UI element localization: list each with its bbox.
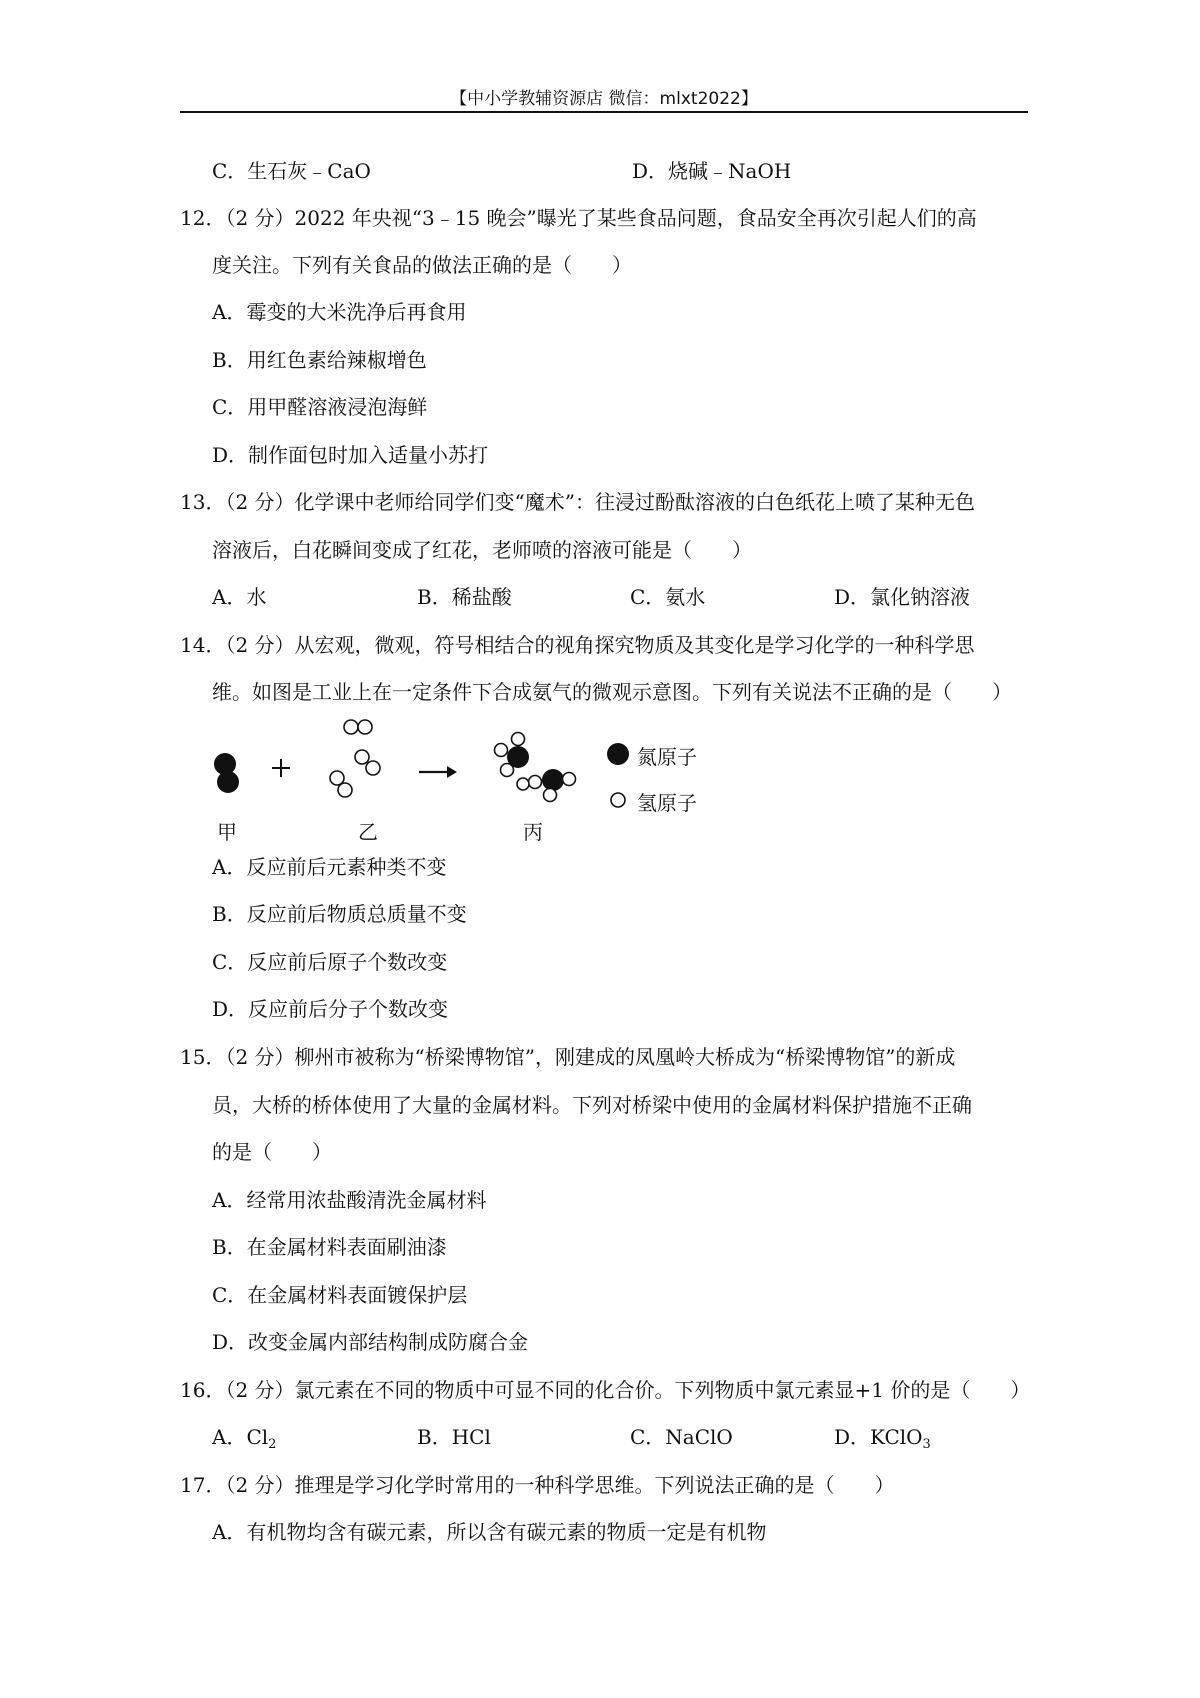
- q16-option-b: B．HCl: [417, 1425, 491, 1449]
- q13-option-c: C．氨水: [630, 585, 706, 609]
- q13-option-b: B．稀盐酸: [417, 585, 512, 609]
- legend-hydrogen-label: 氢原子: [637, 791, 697, 815]
- legend-hydrogen-icon: [611, 793, 625, 807]
- label-yi: 乙: [358, 820, 378, 844]
- q11-option-c: C．生石灰﹣CaO: [212, 159, 371, 183]
- q16-option-a: A．$Cl_2$: [212, 1425, 277, 1452]
- q12-option-d: D．制作面包时加入适量小苏打: [212, 443, 489, 467]
- q12-stem-line1: 12．（2 分）2022 年央视“3﹣15 晚会”曝光了某些食品问题，食品安全再次引起人们的高: [180, 206, 977, 230]
- reaction-arrow: [419, 766, 457, 778]
- hydrogen-molecules-yi: [330, 720, 380, 797]
- q15-stem-line1: 15．（2 分）柳州市被称为“桥梁博物馆”，刚建成的凤凰岭大桥成为“桥梁博物馆”的新成: [180, 1045, 956, 1069]
- plus-sign: [272, 759, 290, 777]
- q13-option-a: A．水: [212, 585, 267, 609]
- q15-stem-line2: 员，大桥的桥体使用了大量的金属材料。下列对桥梁中使用的金属材料保护措施不正确: [212, 1093, 972, 1117]
- q15-option-c: C．在金属材料表面镀保护层: [212, 1283, 468, 1307]
- q16-option-d: D．KClO$_3$: [834, 1425, 931, 1452]
- q14-option-a: A．反应前后元素种类不变: [212, 855, 447, 879]
- q15-option-a: A．经常用浓盐酸清洗金属材料: [212, 1188, 487, 1212]
- q11-option-d: D．烧碱﹣NaOH: [632, 159, 792, 183]
- nitrogen-molecule-jia: [214, 753, 239, 793]
- legend-nitrogen-icon: [607, 743, 629, 765]
- q12-stem-line2: 度关注。下列有关食品的做法正确的是（ ）: [212, 253, 632, 277]
- ammonia-synthesis-diagram: [205, 712, 725, 848]
- q12-option-c: C．用甲醛溶液浸泡海鲜: [212, 395, 428, 419]
- q13-stem-line1: 13．（2 分）化学课中老师给同学们变“魔术”：往浸过酚酞溶液的白色纸花上喷了某种无色: [180, 490, 975, 514]
- q17-stem-line1: 17．（2 分）推理是学习化学时常用的一种科学思维。下列说法正确的是（ ）: [180, 1473, 895, 1497]
- q16-option-c: C．NaClO: [630, 1425, 733, 1449]
- q12-option-b: B．用红色素给辣椒增色: [212, 348, 427, 372]
- q16-stem-line1: 16．（2 分）氯元素在不同的物质中可显不同的化合价。下列物质中氯元素显+1 价的是（ ）: [180, 1378, 1031, 1402]
- q14-option-d: D．反应前后分子个数改变: [212, 997, 449, 1021]
- ammonia-molecules-bing: [495, 733, 576, 802]
- label-bing: 丙: [523, 820, 543, 844]
- q13-option-d: D．氯化钠溶液: [834, 585, 971, 609]
- q15-option-b: B．在金属材料表面刷油漆: [212, 1235, 447, 1259]
- q17-option-a: A．有机物均含有碳元素，所以含有碳元素的物质一定是有机物: [212, 1520, 767, 1544]
- q12-option-a: A．霉变的大米洗净后再食用: [212, 300, 467, 324]
- label-jia: 甲: [217, 820, 237, 844]
- q14-stem-line1: 14．（2 分）从宏观，微观，符号相结合的视角探究物质及其变化是学习化学的一种科学思: [180, 633, 975, 657]
- page-header: 【中小学教辅资源店 微信：mlxt2022】: [450, 89, 758, 109]
- q13-stem-line2: 溶液后，白花瞬间变成了红花，老师喷的溶液可能是（ ）: [212, 538, 752, 562]
- q15-stem-line3: 的是（ ）: [212, 1140, 332, 1164]
- header-rule: [180, 111, 1028, 113]
- q14-option-b: B．反应前后物质总质量不变: [212, 902, 467, 926]
- q14-stem-line2: 维。如图是工业上在一定条件下合成氨气的微观示意图。下列有关说法不正确的是（ ）: [212, 680, 1012, 704]
- q15-option-d: D．改变金属内部结构制成防腐合金: [212, 1330, 529, 1354]
- q14-option-c: C．反应前后原子个数改变: [212, 950, 448, 974]
- legend-nitrogen-label: 氮原子: [637, 745, 697, 769]
